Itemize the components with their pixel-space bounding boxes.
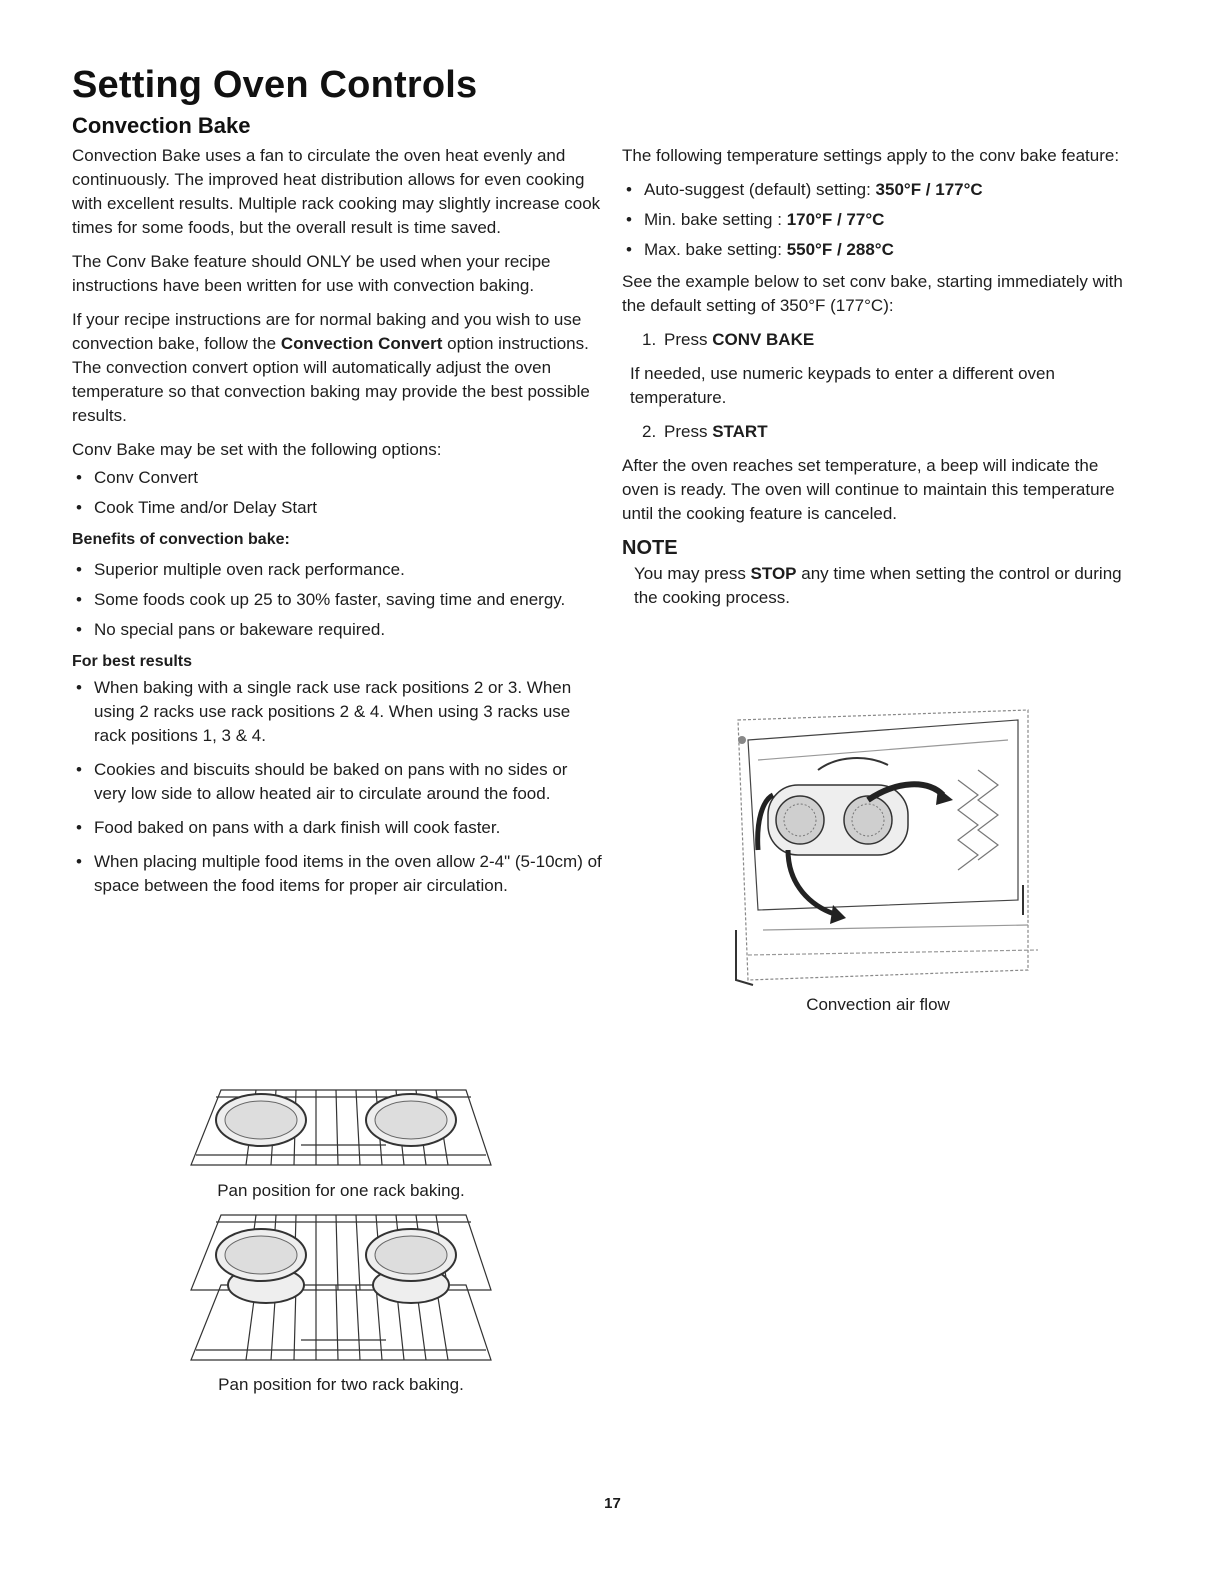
temps-intro: The following temperature settings apply to the conv bake feature: (622, 146, 1120, 165)
note-text-post: any time when setting the control or during the cooking process. (634, 564, 1122, 607)
list-item (622, 178, 1132, 202)
one-rack-caption: Pan position for one rack baking. (217, 1181, 465, 1200)
temp-label: Min. bake setting : (644, 210, 787, 229)
temp-value: 350°F / 177°C (875, 180, 983, 199)
step-2 (642, 420, 1132, 444)
benefits-heading: Benefits of convection bake: (72, 531, 290, 548)
temp-value: 550°F / 288°C (786, 240, 894, 259)
list-item: • Superior multiple oven rack performance. (72, 558, 602, 582)
step-number: 1. (642, 330, 657, 349)
one-rack-illustration (186, 1085, 496, 1170)
best-results-list (72, 676, 602, 898)
page-number: 17 (604, 1495, 621, 1512)
page-title: Setting Oven Controls (72, 64, 478, 106)
right-column (622, 144, 1132, 620)
list-item (622, 208, 1132, 232)
note-body (634, 562, 1132, 610)
temp-label: Auto-suggest (default) setting: (644, 180, 876, 199)
step-1-description: If needed, use numeric keypads to enter a different oven temperature. (630, 364, 1055, 407)
list-item: • Cookies and biscuits should be baked on pans with no sides or very low side to allow heated air to circulate around the food. (72, 758, 602, 806)
left-column (72, 144, 602, 906)
list-item: • Cook Time and/or Delay Start (72, 496, 602, 520)
list-item: • Some foods cook up 25 to 30% faster, saving time and energy. (72, 588, 602, 612)
temps-list (622, 178, 1132, 262)
intro-paragraph: Convection Bake uses a fan to circulate the oven heat evenly and continuously. The improved heat distribution allows for even cooking with excellent results. Multiple rack cooking may slightly increase cook times for some foods, but the overall result is time saved. (72, 146, 601, 237)
convert-bold: Convection Convert (280, 334, 443, 353)
step-number: 2. (642, 422, 657, 441)
step-1 (642, 328, 1132, 352)
airflow-caption: Convection air flow (806, 995, 950, 1014)
only-use-paragraph: The Conv Bake feature should ONLY be used when your recipe instructions have been written for use with convection baking. (72, 252, 551, 295)
step-key: CONV BAKE (712, 330, 815, 349)
list-item: • When baking with a single rack use rack positions 2 or 3. When using 2 racks use rack positions 2 & 4. When using 3 racks use rack positions 1, 3 & 4. (72, 676, 602, 748)
temp-value: 170°F / 77°C (786, 210, 885, 229)
options-list (72, 466, 602, 520)
step-key: START (712, 422, 768, 441)
after-paragraph: After the oven reaches set temperature, a beep will indicate the oven is ready. The oven will continue to maintain this temperature until the cooking feature is canceled. (622, 456, 1115, 523)
convert-paragraph (72, 308, 602, 428)
list-item: • Food baked on pans with a dark finish will cook faster. (72, 816, 602, 840)
convection-airflow-illustration (728, 700, 1048, 990)
section-title: Convection Bake (72, 113, 251, 138)
best-results-heading: For best results (72, 653, 193, 670)
list-item: • Conv Convert (72, 466, 602, 490)
list-item (622, 238, 1132, 262)
note-heading: NOTE (622, 537, 678, 559)
step-text: Press (664, 422, 713, 441)
list-item: • When placing multiple food items in the oven allow 2-4" (5-10cm) of space between the food items for proper air circulation. (72, 850, 602, 898)
options-intro: Conv Bake may be set with the following options: (72, 440, 442, 459)
list-item: • No special pans or bakeware required. (72, 618, 602, 642)
convert-text-pre: If your recipe instructions are for normal baking and you wish to use convection bake, follow the (72, 310, 582, 353)
step-text: Press (664, 330, 713, 349)
note-text-pre: You may press (634, 564, 751, 583)
note-bold: STOP (750, 564, 797, 583)
benefits-list (72, 558, 602, 642)
temp-label: Max. bake setting: (644, 240, 787, 259)
two-rack-illustration (186, 1210, 496, 1370)
example-paragraph: See the example below to set conv bake, starting immediately with the default setting of 350°F (177°C): (622, 272, 1123, 315)
two-rack-caption: Pan position for two rack baking. (218, 1375, 464, 1394)
convert-text-post: option instructions. The convection convert option will automatically adjust the oven temperature so that convection baking may provide the best possible results. (72, 334, 590, 425)
